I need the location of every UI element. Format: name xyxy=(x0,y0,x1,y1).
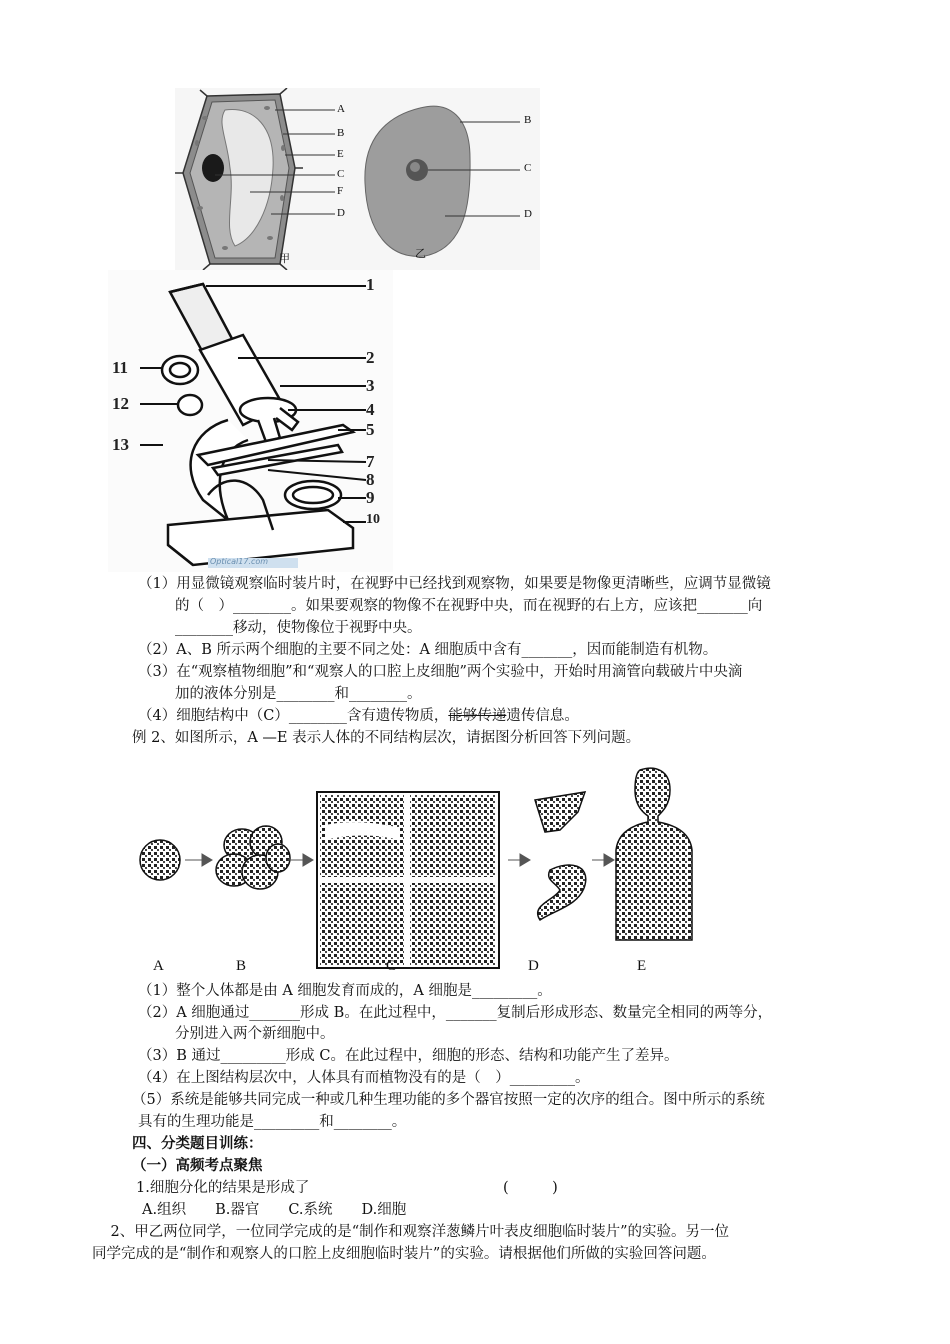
q1-item4-struck: 能够传递 xyxy=(448,708,507,724)
stage-label-e: E xyxy=(637,958,647,974)
stage-label-b: B xyxy=(236,958,247,974)
microscope-drawing xyxy=(108,270,393,572)
microscope-figure xyxy=(108,270,393,572)
s4-q2-line2: 同学完成的是“制作和观察人的口腔上皮细胞临时装片”的实验。请根据他们所做的实验回答问题。 xyxy=(92,1246,716,1262)
cell-diagram-figure xyxy=(175,88,540,270)
plant-label-d: D xyxy=(337,207,345,219)
watermark: Optical17.com xyxy=(210,557,269,566)
plant-cell-caption: 甲 xyxy=(279,252,290,265)
microscope-label-12: 12 xyxy=(112,394,129,413)
s4-q1-options: A.组织 B.器官 C.系统 D.细胞 xyxy=(142,1202,407,1218)
stage-label-d: D xyxy=(528,958,539,974)
structure-levels-drawing xyxy=(130,750,700,978)
ex2-item1: （1）整个人体都是由 A 细胞发育而成的，A 细胞是_________。 xyxy=(138,983,552,999)
plant-label-a: A xyxy=(337,103,345,115)
q1-item4-main: （4）细胞结构中（C）________含有遗传物质， xyxy=(138,708,449,724)
q1-item1-line2: 的（ ）________。如果要观察的物像不在视野中央，而在视野的右上方，应该把_______向 xyxy=(175,598,763,614)
plant-label-b: B xyxy=(337,127,345,139)
plant-cell-drawing xyxy=(175,88,540,270)
q1-item4 xyxy=(138,706,579,726)
section4-heading: 四、分类题目训练： xyxy=(132,1135,263,1152)
microscope-label-7: 7 xyxy=(366,452,375,471)
plant-label-c: C xyxy=(337,168,345,180)
section4-subheading: （一）高频考点聚焦 xyxy=(132,1157,263,1174)
q1-item1-line1: （1）用显微镜观察临时装片时，在视野中已经找到观察物，如果要是物像更清晰些，应调节显微镜 xyxy=(138,576,771,592)
s4-q1-answer-paren: ( ) xyxy=(503,1180,558,1196)
q1-item3-line1: （3）在“观察植物细胞”和“观察人的口腔上皮细胞”两个实验中，开始时用滴管向载破片中央滴 xyxy=(138,664,743,680)
ex2-item2-line2: 分别进入两个新细胞中。 xyxy=(175,1026,335,1042)
plant-label-f: F xyxy=(337,185,344,197)
ex2-item4: （4）在上图结构层次中，人体具有而植物没有的是（ ）_________。 xyxy=(138,1070,590,1086)
ex2-item5-line2: 具有的生理功能是_________和________。 xyxy=(138,1114,407,1130)
microscope-label-9: 9 xyxy=(366,488,375,507)
stage-label-a: A xyxy=(153,958,164,974)
ex2-item2-line1: （2）A 细胞通过_______形成 B。在此过程中，_______复制后形成形态、数量完全相同的两等分， xyxy=(138,1005,773,1021)
microscope-label-5: 5 xyxy=(366,420,375,439)
q1-item2: （2）A、B 所示两个细胞的主要不同之处：A 细胞质中含有_______，因而能制造有机物。 xyxy=(138,642,718,658)
structure-levels-figure xyxy=(130,750,700,978)
q1-item1-line3: ________移动，使物像位于视野中央。 xyxy=(175,620,422,636)
plant-label-e: E xyxy=(337,148,344,160)
example2-title: 例 2、如图所示，A —E 表示人体的不同结构层次，请据图分析回答下列问题。 xyxy=(132,730,641,746)
microscope-label-10: 10 xyxy=(366,512,380,527)
microscope-label-13: 13 xyxy=(112,435,129,454)
animal-cell-caption: 乙 xyxy=(415,247,426,260)
microscope-label-4: 4 xyxy=(366,400,375,419)
microscope-label-11: 11 xyxy=(112,358,129,377)
animal-label-c: C xyxy=(524,162,532,174)
animal-label-d: D xyxy=(524,208,532,220)
microscope-label-3: 3 xyxy=(366,376,375,395)
microscope-label-2: 2 xyxy=(366,348,375,367)
ex2-item3: （3）B 通过_________形成 C。在此过程中，细胞的形态、结构和功能产生了差异。 xyxy=(138,1048,679,1064)
stage-label-c: C xyxy=(386,958,397,974)
microscope-label-8: 8 xyxy=(366,470,375,489)
q1-item3-line2: 加的液体分别是________和________。 xyxy=(175,686,422,702)
microscope-label-1: 1 xyxy=(366,275,375,294)
animal-label-b: B xyxy=(524,114,532,126)
ex2-item5-line1: （5）系统是能够共同完成一种或几种生理功能的多个器官按照一定的次序的组合。图中所示的系统 xyxy=(132,1092,765,1108)
s4-q1-text: 1.细胞分化的结果是形成了 xyxy=(136,1180,310,1196)
q1-item4-end: 遗传信息。 xyxy=(506,708,579,724)
s4-q2-line1: 2、甲乙两位同学，一位同学完成的是“制作和观察洋葱鳞片叶表皮细胞临时装片”的实验。另一位 xyxy=(96,1224,730,1240)
